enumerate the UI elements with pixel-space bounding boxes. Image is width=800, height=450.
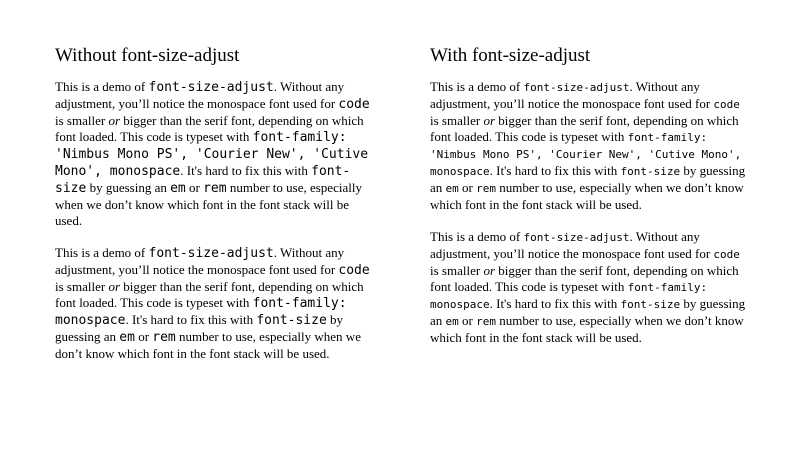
inline-code: font-size bbox=[55, 164, 351, 196]
inline-code: font-family: 'Nimbus Mono PS', 'Courier New', 'Cutive Mono', monospace bbox=[55, 130, 369, 179]
paragraph-text: number to use, especially when we don’t know which font in the font stack will be used. bbox=[55, 329, 361, 361]
paragraph-text: by guessing an bbox=[430, 163, 746, 195]
paragraph-text: or bbox=[458, 180, 477, 195]
paragraph-text: number to use, especially when we don’t know which font in the font stack will be used. bbox=[55, 180, 362, 228]
inline-code: em bbox=[445, 182, 459, 195]
inline-code: font-size-adjust bbox=[148, 246, 274, 261]
paragraph-text: This is a demo of bbox=[430, 229, 524, 244]
demo-paragraph bbox=[55, 245, 375, 362]
inline-code: font-family: monospace bbox=[430, 281, 708, 311]
paragraph-text: number to use, especially when we don’t know which font in the font stack will be used. bbox=[430, 180, 744, 212]
paragraph-text: bigger than the serif font, depending on which font loaded. This code is typeset with bbox=[430, 113, 739, 144]
inline-code: font-size bbox=[620, 298, 681, 311]
column-heading: Without font-size-adjust bbox=[55, 45, 240, 66]
paragraph-text: bigger than the serif font, depending on which font loaded. This code is typeset with bbox=[55, 113, 364, 144]
inline-code: em bbox=[445, 315, 459, 328]
inline-code: font-size-adjust bbox=[523, 81, 630, 94]
paragraph-text: or bbox=[185, 180, 204, 195]
paragraph-text: or bbox=[458, 313, 477, 328]
paragraph-text: This is a demo of bbox=[55, 245, 149, 260]
column-heading: With font-size-adjust bbox=[430, 45, 591, 66]
paragraph-text: . It's hard to fix this with bbox=[180, 163, 312, 178]
paragraph-text: number to use, especially when we don’t know which font in the font stack will be used. bbox=[430, 313, 744, 345]
inline-code: code bbox=[338, 97, 370, 112]
inline-code: font-size bbox=[620, 165, 681, 178]
paragraph-text: . Without any adjustment, you’ll notice the monospace font used for bbox=[55, 79, 345, 111]
inline-code: code bbox=[338, 263, 370, 278]
paragraph-text: by guessing an bbox=[55, 312, 344, 344]
inline-code: font-size-adjust bbox=[148, 80, 274, 95]
inline-code: font-size bbox=[256, 313, 327, 328]
demo-paragraph bbox=[430, 79, 750, 213]
demo-paragraph bbox=[430, 229, 750, 346]
emphasis-text: or bbox=[108, 279, 120, 294]
inline-code: code bbox=[713, 248, 740, 261]
paragraph-text: . Without any adjustment, you’ll notice the monospace font used for bbox=[430, 79, 714, 111]
emphasis-text: or bbox=[108, 113, 120, 128]
paragraph-text: or bbox=[134, 329, 153, 344]
paragraph-text: . It's hard to fix this with bbox=[489, 163, 621, 178]
paragraph-text: . Without any adjustment, you’ll notice the monospace font used for bbox=[55, 245, 345, 277]
paragraph-text: This is a demo of bbox=[55, 79, 149, 94]
paragraph-text: bigger than the serif font, depending on which font loaded. This code is typeset with bbox=[55, 279, 364, 310]
paragraph-text: . It's hard to fix this with bbox=[489, 296, 621, 311]
inline-code: code bbox=[713, 98, 740, 111]
inline-code: font-size-adjust bbox=[523, 231, 630, 244]
demo-paragraph bbox=[55, 79, 375, 229]
inline-code: em bbox=[119, 330, 135, 345]
inline-code: em bbox=[170, 181, 186, 196]
column-with-adjust bbox=[430, 45, 750, 362]
column-without-adjust bbox=[55, 45, 375, 378]
paragraph-text: is smaller bbox=[55, 279, 109, 294]
paragraph-text: bigger than the serif font, depending on which font loaded. This code is typeset with bbox=[430, 263, 739, 294]
emphasis-text: or bbox=[483, 263, 495, 278]
emphasis-text: or bbox=[483, 113, 495, 128]
paragraph-text: This is a demo of bbox=[430, 79, 524, 94]
inline-code: rem bbox=[476, 315, 496, 328]
inline-code: rem bbox=[152, 330, 176, 345]
paragraph-text: by guessing an bbox=[86, 180, 171, 195]
inline-code: font-family: 'Nimbus Mono PS', 'Courier New', 'Cutive Mono', monospace bbox=[430, 131, 742, 178]
inline-code: rem bbox=[476, 182, 496, 195]
inline-code: rem bbox=[203, 181, 227, 196]
paragraph-text: . Without any adjustment, you’ll notice the monospace font used for bbox=[430, 229, 714, 261]
inline-code: font-family: monospace bbox=[55, 296, 347, 328]
paragraph-text: is smaller bbox=[55, 113, 109, 128]
paragraph-text: . It's hard to fix this with bbox=[125, 312, 257, 327]
paragraph-text: is smaller bbox=[430, 113, 484, 128]
paragraph-text: is smaller bbox=[430, 263, 484, 278]
paragraph-text: by guessing an bbox=[430, 296, 746, 328]
